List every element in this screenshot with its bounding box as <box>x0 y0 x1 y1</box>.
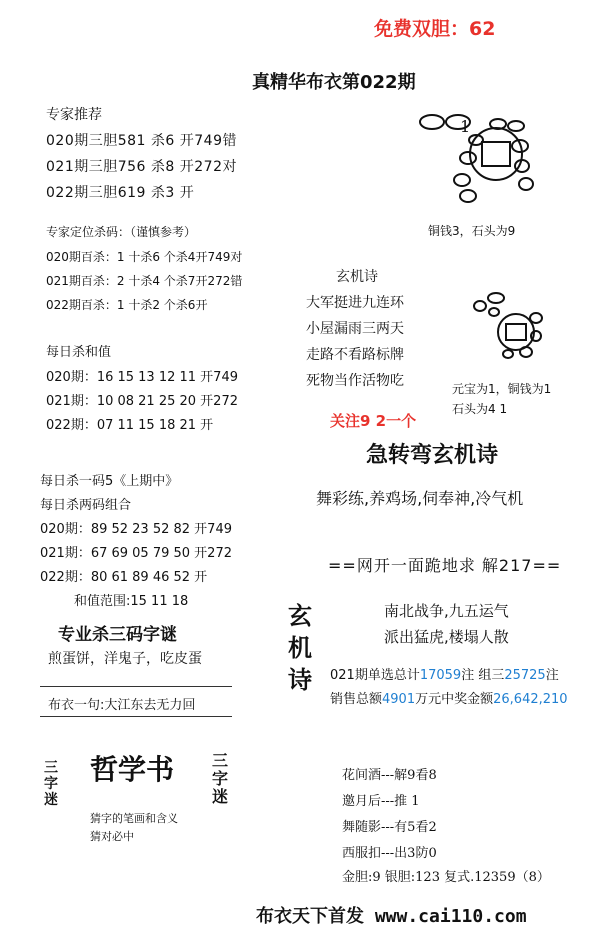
daily-kill-heading: 每日杀一码5《上期中》 <box>40 474 179 489</box>
daily-sum-heading: 每日杀和值 <box>46 345 112 360</box>
expert-row: 021期三胆756 杀8 开272对 <box>46 159 237 175</box>
riddle-text: 煎蛋饼，洋鬼子，吃皮蛋 <box>48 651 202 667</box>
daily-sum-row: 021期：10 08 21 25 20 开272 <box>46 394 238 409</box>
hint-row: 舞随影---有5看2 <box>342 820 437 835</box>
free-double-label: 免费双胆：62 <box>374 18 496 40</box>
position-kill-row: 021期百杀：2 十杀4 个杀7开272错 <box>46 274 243 288</box>
philosophy-note: 猜对必中 <box>90 830 134 843</box>
philosophy-title: 哲学书 <box>90 753 175 786</box>
expert-row: 020期三胆581 杀6 开749错 <box>46 133 237 149</box>
philosophy-note: 猜字的笔画和含义 <box>90 812 178 825</box>
sales-line-2 <box>330 688 568 707</box>
sales-label: 注 <box>545 668 559 683</box>
mystic-side-char: 机 <box>288 634 312 662</box>
sales-label: 021期单选总计 <box>330 668 420 683</box>
coin-stone-drawing-icon <box>416 110 556 210</box>
daily-sum-row: 022期：07 11 15 18 21 开 <box>46 418 214 433</box>
divider-top <box>40 686 232 687</box>
daily-kill-combo-heading: 每日杀两码组合 <box>40 498 132 513</box>
focus-note: 关注9 2一个 <box>330 412 417 430</box>
sum-range: 和值范围:15 11 18 <box>74 594 189 609</box>
daily-kill-row: 020期：89 52 23 52 82 开749 <box>40 522 232 537</box>
xuanji-heading: 玄机诗 <box>336 269 378 285</box>
sales-label: 注 组三 <box>461 668 505 683</box>
single-total: 17059 <box>419 668 462 683</box>
xuanji-line: 小屋漏雨三两天 <box>306 321 404 337</box>
xuanji-line: 大军挺进九连环 <box>306 295 404 311</box>
daily-kill-row: 021期：67 69 05 79 50 开272 <box>40 546 232 561</box>
expert-heading: 专家推荐 <box>46 107 102 123</box>
divider-bottom <box>40 716 232 717</box>
xuanji-line: 死物当作活物吃 <box>306 373 404 389</box>
prize-total: 26,642,210 <box>493 692 568 707</box>
mystic-line: 派出猛虎,楼塌人散 <box>384 628 509 646</box>
sales-line-1 <box>330 664 559 683</box>
xuanji-line: 走路不看路标牌 <box>306 347 404 363</box>
sales-label: 销售总额 <box>330 692 383 707</box>
sales-label: 万元中奖金额 <box>415 692 494 707</box>
page-title: 真精华布衣第022期 <box>252 72 416 93</box>
expert-row: 022期三胆619 杀3 开 <box>46 185 195 201</box>
sales-total: 4901 <box>382 692 416 707</box>
position-kill-heading: 专家定位杀码：（谨慎参考） <box>46 225 197 239</box>
mystic-side-char: 诗 <box>288 666 312 694</box>
position-kill-row: 022期百杀：1 十杀2 个杀6开 <box>46 298 208 312</box>
daily-kill-row: 022期：80 61 89 46 52 开 <box>40 570 208 585</box>
position-kill-row: 020期百杀：1 十杀6 个杀4开749对 <box>46 250 243 264</box>
group3-total: 25725 <box>504 668 546 683</box>
hint-row: 邀月后---推 1 <box>342 794 420 809</box>
sharp-turn-title: 急转弯玄机诗 <box>366 443 499 468</box>
daily-sum-row: 020期：16 15 13 12 11 开749 <box>46 370 238 385</box>
ingot-coin-drawing-icon <box>470 290 550 360</box>
coin-caption: 元宝为1，铜钱为1 <box>452 382 552 396</box>
footer-site: 布衣天下首发 www.cai110.com <box>256 906 527 927</box>
coin-caption: 石头为4 1 <box>452 402 508 416</box>
coin-caption: 铜钱3，石头为9 <box>428 224 516 238</box>
buyi-saying: 布衣一句:大江东去无力回 <box>48 698 196 713</box>
sharp-turn-text: 舞彩练,养鸡场,伺奉神,冷气机 <box>316 489 524 508</box>
hint-row: 花间酒---解9看8 <box>342 768 437 783</box>
net-open-hint: ==网开一面跪地求 解217== <box>328 556 562 575</box>
side-riddle-left: 三字迷 <box>44 760 58 808</box>
mystic-line: 南北战争,九五运气 <box>384 602 509 620</box>
side-riddle-right: 三字迷 <box>212 751 229 806</box>
svg-text:1: 1 <box>460 117 471 136</box>
riddle-title: 专业杀三码字谜 <box>58 625 177 645</box>
mystic-side-char: 玄 <box>288 602 312 630</box>
hint-row: 西服扣---出3防0 <box>342 846 437 861</box>
gold-silver-line: 金胆:9 银胆:123 复式.12359（8） <box>342 870 550 885</box>
